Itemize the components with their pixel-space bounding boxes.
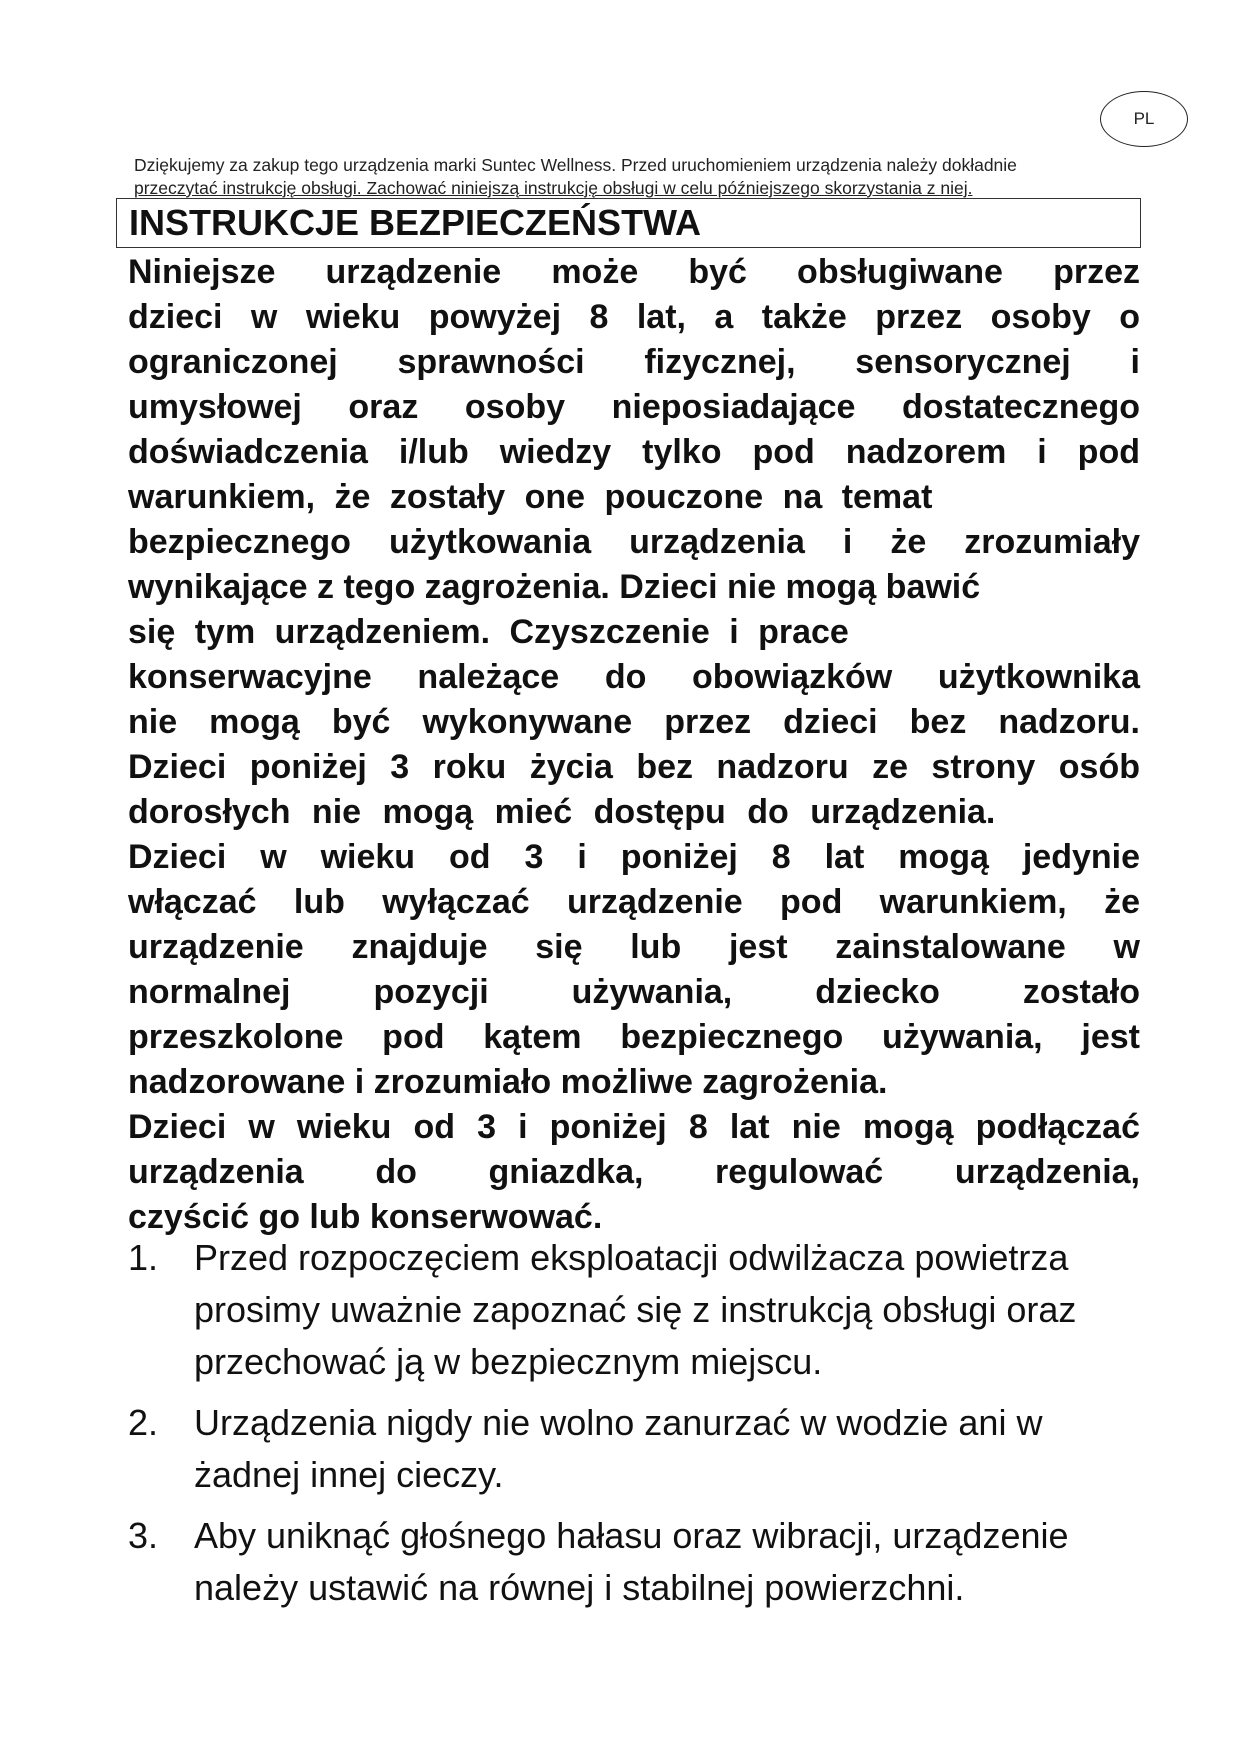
warning-line: wynikające z tego zagrożenia. Dzieci nie mogą bawić	[128, 568, 981, 606]
warning-line: ograniczonej sprawności fizycznej, sensorycznej i	[128, 343, 1140, 381]
list-item-number: 3.	[128, 1515, 159, 1556]
list-item-line: Urządzenia nigdy nie wolno zanurzać w wodzie ani w	[194, 1402, 1043, 1443]
list-item-line: Aby uniknąć głośnego hałasu oraz wibracji, urządzenie	[194, 1515, 1069, 1556]
warning-line: normalnej pozycji używania, dziecko zostało	[128, 973, 1140, 1011]
list-item	[128, 1397, 1148, 1501]
list-item-line: należy ustawić na równej i stabilnej powierzchni.	[194, 1567, 965, 1608]
list-item-line: Przed rozpoczęciem eksploatacji odwilżacza powietrza	[194, 1237, 1069, 1278]
warning-line: Dzieci w wieku od 3 i poniżej 8 lat nie mogą podłączać	[128, 1108, 1140, 1146]
warning-line: czyścić go lub konserwować.	[128, 1198, 603, 1236]
list-item-line: żadnej innej cieczy.	[194, 1454, 504, 1495]
warning-line: dorosłych nie mogą mieć dostępu do urządzenia.	[128, 793, 996, 831]
list-item-line: przechować ją w bezpiecznym miejscu.	[194, 1341, 823, 1382]
warning-line: nie mogą być wykonywane przez dzieci bez nadzoru.	[128, 703, 1140, 741]
section-title: INSTRUKCJE BEZPIECZEŃSTWA	[129, 202, 702, 243]
list-item	[128, 1510, 1148, 1614]
intro-line: Dziękujemy za zakup tego urządzenia marki Suntec Wellness. Przed uruchomieniem urządzenia należy dokładnie	[134, 155, 1017, 175]
warning-line: dzieci w wieku powyżej 8 lat, a także przez osoby o	[128, 298, 1140, 336]
warning-line: bezpiecznego użytkowania urządzenia i że zrozumiały	[128, 523, 1140, 561]
section-header-box	[116, 198, 1141, 248]
intro-line: przeczytać instrukcję obsługi. Zachować niniejszą instrukcję obsługi w celu późniejszego skorzystania z niej.	[134, 178, 973, 198]
warning-line: nadzorowane i zrozumiało możliwe zagrożenia.	[128, 1063, 888, 1101]
warning-line: umysłowej oraz osoby nieposiadające dostatecznego	[128, 388, 1140, 426]
warning-line: Dzieci poniżej 3 roku życia bez nadzoru ze strony osób	[128, 748, 1140, 786]
warning-line: konserwacyjne należące do obowiązków użytkownika	[128, 658, 1140, 696]
warning-line: włączać lub wyłączać urządzenie pod warunkiem, że	[128, 883, 1140, 921]
warning-line: urządzenie znajduje się lub jest zainstalowane w	[128, 928, 1140, 966]
intro-paragraph	[134, 154, 1134, 200]
list-item	[128, 1232, 1148, 1388]
warning-line: warunkiem, że zostały one pouczone na temat	[128, 478, 933, 516]
list-item-number: 2.	[128, 1402, 159, 1443]
warning-line: się tym urządzeniem. Czyszczenie i prace	[128, 613, 849, 651]
warning-line: przeszkolone pod kątem bezpiecznego używania, jest	[128, 1018, 1140, 1056]
language-badge: PL	[1100, 91, 1188, 147]
warning-line: Niniejsze urządzenie może być obsługiwane przez	[128, 253, 1140, 291]
warning-line: doświadczenia i/lub wiedzy tylko pod nadzorem i pod	[128, 433, 1140, 471]
warning-line: urządzenia do gniazdka, regulować urządzenia,	[128, 1153, 1140, 1191]
warning-line: Dzieci w wieku od 3 i poniżej 8 lat mogą jedynie	[128, 838, 1140, 876]
list-item-line: prosimy uważnie zapoznać się z instrukcją obsługi oraz	[194, 1289, 1077, 1330]
instruction-list	[128, 1232, 1148, 1623]
list-item-number: 1.	[128, 1237, 159, 1278]
safety-warning-paragraph	[128, 250, 1140, 1240]
